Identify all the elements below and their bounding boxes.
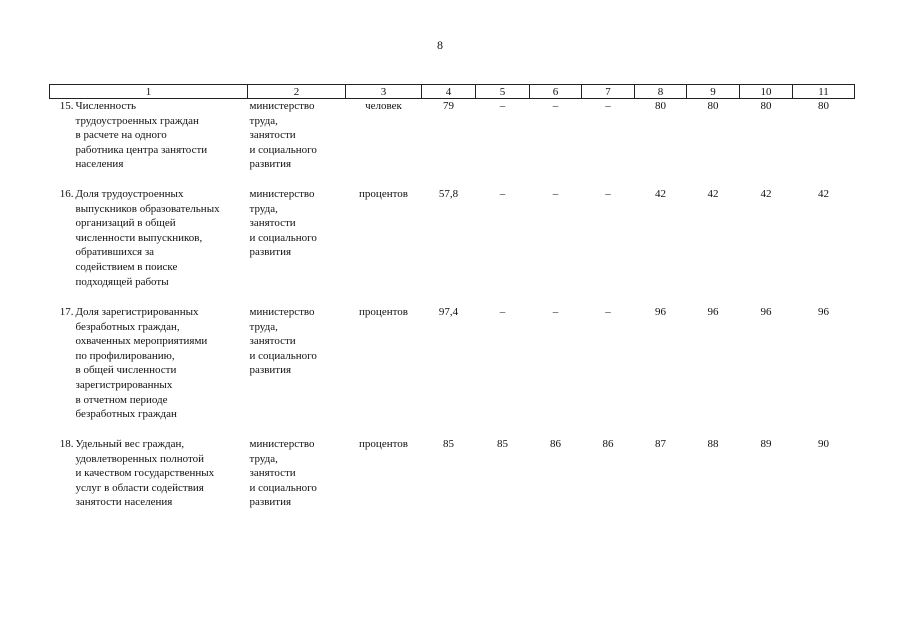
value-cell: 97,4 <box>438 306 459 318</box>
responsible-org: министерство труда, занятости и социального развития <box>249 306 317 377</box>
indicators-table <box>49 84 855 517</box>
value-cell: 90 <box>818 438 829 450</box>
column-header: 1 <box>50 85 248 99</box>
table-row <box>50 437 855 517</box>
column-header: 2 <box>248 85 346 99</box>
value-cell: 80 <box>818 100 829 112</box>
table-header-row <box>50 85 855 99</box>
row-number: 18. <box>59 438 74 450</box>
value-cell: 80 <box>655 100 666 112</box>
value-cell: – <box>499 100 506 112</box>
indicator-name: Численность трудоустроенных граждан в расчете на одного работника центра занятости населения <box>75 100 208 171</box>
value-cell: – <box>552 100 559 112</box>
table-row <box>50 305 855 437</box>
value-cell: 80 <box>707 100 719 112</box>
row-number: 16. <box>59 188 74 200</box>
column-header: 6 <box>530 85 582 99</box>
column-header: 9 <box>687 85 740 99</box>
column-header: 11 <box>793 85 855 99</box>
indicator-name-cell <box>50 99 248 188</box>
value-cell: – <box>605 306 611 318</box>
value-cell: 96 <box>655 306 666 318</box>
indicator-name: Доля трудоустроенных выпускников образовательных организаций в общей численности выпускников, обратившихся за содействием в поиске подходящей работы <box>75 188 220 288</box>
column-header: 10 <box>740 85 793 99</box>
value-cell: 86 <box>602 438 614 450</box>
column-header: 8 <box>635 85 687 99</box>
value-cell: – <box>552 306 559 318</box>
unit-of-measure: человек <box>365 100 402 112</box>
value-cell: 96 <box>818 306 829 318</box>
unit-of-measure: процентов <box>359 438 408 450</box>
indicator-name: Удельный вес граждан, удовлетворенных полнотой и качеством государственных услуг в области содействия занятости населения <box>75 438 215 509</box>
value-cell: 96 <box>707 306 719 318</box>
value-cell: 42 <box>760 188 772 200</box>
value-cell: 89 <box>760 438 772 450</box>
indicator-name: Доля зарегистрированных безработных граждан, охваченных мероприятиями по профилированию, в общей численности зарегистрированных в отчетном периоде безработных граждан <box>75 306 208 421</box>
value-cell: 57,8 <box>438 188 459 200</box>
table-row <box>50 99 855 188</box>
responsible-org: министерство труда, занятости и социального развития <box>249 438 317 509</box>
indicator-name-cell <box>50 437 248 517</box>
value-cell: – <box>499 306 506 318</box>
unit-of-measure: процентов <box>359 188 408 200</box>
column-header: 4 <box>422 85 476 99</box>
value-cell: 42 <box>655 188 666 200</box>
row-number: 15. <box>59 100 74 112</box>
value-cell: 80 <box>760 100 772 112</box>
value-cell: 85 <box>497 438 508 450</box>
value-cell: 87 <box>655 438 666 450</box>
value-cell: 88 <box>707 438 719 450</box>
value-cell: 79 <box>443 100 454 112</box>
indicator-name-cell <box>50 305 248 437</box>
value-cell: – <box>605 100 611 112</box>
page-number: 8 <box>437 38 443 52</box>
unit-of-measure: процентов <box>359 306 408 318</box>
value-cell: 42 <box>707 188 719 200</box>
responsible-org: министерство труда, занятости и социального развития <box>249 188 317 259</box>
value-cell: 85 <box>443 438 454 450</box>
value-cell: 86 <box>550 438 561 450</box>
value-cell: 42 <box>818 188 829 200</box>
row-number: 17. <box>59 306 74 318</box>
table-row <box>50 187 855 305</box>
column-header: 3 <box>346 85 422 99</box>
indicator-name-cell <box>50 187 248 305</box>
value-cell: – <box>499 188 506 200</box>
value-cell: 96 <box>760 306 772 318</box>
value-cell: – <box>552 188 559 200</box>
responsible-org: министерство труда, занятости и социального развития <box>249 100 317 171</box>
value-cell: – <box>605 188 611 200</box>
column-header: 5 <box>476 85 530 99</box>
column-header: 7 <box>582 85 635 99</box>
